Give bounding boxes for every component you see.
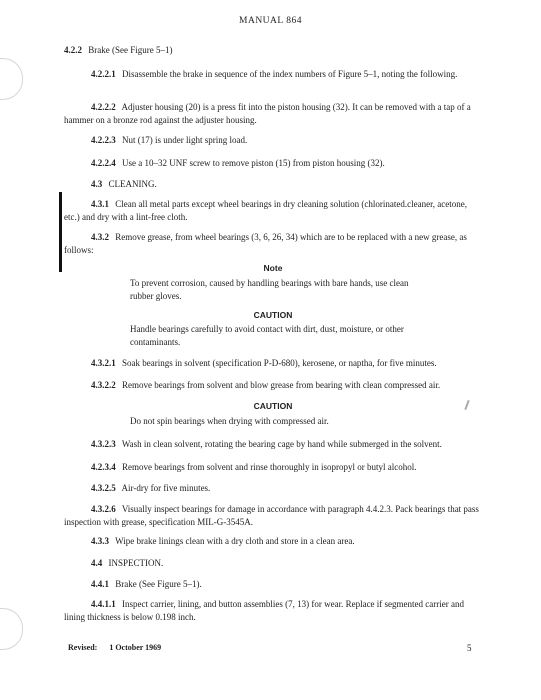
section-text: Inspect carrier, lining, and button assemblies (7, 13) for wear. Replace if segmented carrier and lining thickness is below 0.198 inch. <box>64 599 465 622</box>
caution-text: Handle bearings carefully to avoid contact with dirt, dust, moisture, or other contaminants. <box>130 324 404 347</box>
section-number: 4.3 <box>91 179 103 189</box>
section-4-3-1 <box>64 198 482 224</box>
section-number: 4.3.2.5 <box>91 483 116 493</box>
revised-date: 1 October 1969 <box>109 643 162 652</box>
section-text: Visually inspect bearings for damage in accordance with paragraph 4.4.2.3. Pack bearings that pass inspection with grease, specification MIL-G-3545A. <box>64 504 479 527</box>
punch-hole-mark <box>0 608 23 650</box>
section-text: Adjuster housing (20) is a press fit into the piston housing (32). It can be removed with a tap of a hammer on a bronze rod against the adjuster housing. <box>64 102 471 125</box>
section-4-2-2-1 <box>64 68 482 81</box>
section-text: Remove bearings from solvent and rinse thoroughly in isopropyl or butyl alcohol. <box>122 462 417 472</box>
section-text: Wash in clean solvent, rotating the bearing cage by hand while submerged in the solvent. <box>121 439 442 449</box>
section-number: 4.3.2.1 <box>91 358 116 368</box>
revision-footer <box>68 643 171 652</box>
section-number: 4.3.1 <box>91 199 109 209</box>
section-number: 4.2.2.4 <box>91 158 116 168</box>
section-text: Wipe brake linings clean with a dry cloth and store in a clean area. <box>115 536 355 546</box>
section-number: 4.2.2 <box>64 45 82 55</box>
note-heading: Note <box>263 263 283 273</box>
section-text: Use a 10–32 UNF screw to remove piston (15) from piston housing (32). <box>122 158 385 168</box>
section-4-2-2 <box>64 44 482 57</box>
caution-text: Do not spin bearings when drying with compressed air. <box>130 416 329 426</box>
section-4-3-2-6 <box>64 503 482 529</box>
punch-hole-mark <box>0 58 23 100</box>
section-number: 4.3.3 <box>91 536 109 546</box>
section-text: Remove grease, from wheel bearings (3, 6, 26, 34) which are to be replaced with a new grease, as follows: <box>64 232 467 255</box>
section-text: Brake (See Figure 5–1) <box>88 45 173 55</box>
revised-label: Revised: <box>68 643 98 652</box>
revision-change-bar <box>59 192 62 272</box>
section-number: 4.2.3.4 <box>91 462 116 472</box>
section-number: 4.4.1.1 <box>91 599 116 609</box>
section-text: Air-dry for five minutes. <box>121 483 211 493</box>
section-4-2-3-4 <box>91 461 482 474</box>
section-4-4-heading <box>91 557 482 570</box>
section-text: Disassemble the brake in sequence of the index numbers of Figure 5–1, noting the following. <box>122 69 458 79</box>
section-number: 4.2.2.3 <box>91 135 116 145</box>
section-text: Brake (See Figure 5–1). <box>115 579 202 589</box>
section-number: 4.3.2.3 <box>91 439 116 449</box>
section-text: Nut (17) is under light spring load. <box>122 135 248 145</box>
section-text: Soak bearings in solvent (specification P-D-680), kerosene, or naptha, for five minutes. <box>122 358 437 368</box>
section-4-3-2-2 <box>91 379 482 392</box>
caution-heading: CAUTION <box>253 401 293 411</box>
section-number: 4.3.2.2 <box>91 380 116 390</box>
section-text: INSPECTION. <box>108 558 164 568</box>
section-text: CLEANING. <box>108 179 157 189</box>
section-4-2-2-3 <box>91 134 482 147</box>
section-number: 4.4 <box>91 558 103 568</box>
section-4-3-heading <box>91 178 482 191</box>
section-number: 4.3.2 <box>91 232 109 242</box>
section-text: Remove bearings from solvent and blow grease from bearing with clean compressed air. <box>122 380 441 390</box>
page-number: 5 <box>467 643 472 653</box>
section-4-2-2-4 <box>91 157 482 170</box>
section-number: 4.3.2.6 <box>91 504 116 514</box>
section-number: 4.2.2.2 <box>91 102 116 112</box>
section-4-3-2 <box>64 231 482 257</box>
section-number: 4.4.1 <box>91 579 109 589</box>
note-text: To prevent corrosion, caused by handling bearings with bare hands, use clean rubber gloves. <box>130 278 409 301</box>
section-4-3-2-3 <box>91 438 482 451</box>
section-4-3-2-1 <box>91 357 482 370</box>
section-text: Clean all metal parts except wheel bearings in dry cleaning solution (chlorinated.cleaner, acetone, etc.) and dry with a lint-free cloth. <box>64 199 467 222</box>
page-header: MANUAL 864 <box>239 16 302 26</box>
section-4-3-3 <box>91 535 482 548</box>
section-4-4-1-1 <box>64 598 482 624</box>
caution-heading: CAUTION <box>253 310 293 320</box>
section-4-2-2-2 <box>64 101 482 127</box>
section-4-4-1 <box>91 578 482 591</box>
section-number: 4.2.2.1 <box>91 69 116 79</box>
section-4-3-2-5 <box>91 482 482 495</box>
